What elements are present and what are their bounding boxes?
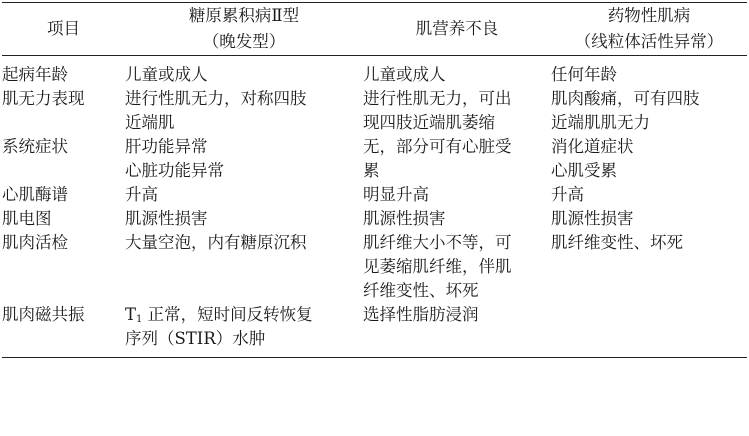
cell-drug — [551, 303, 747, 358]
cell-gsd2: 儿童或成人 — [125, 65, 208, 84]
row-label: 肌电图 — [2, 209, 52, 228]
row-label: 肌肉活检 — [2, 233, 68, 252]
header-drug-title: 药物性肌病 — [607, 6, 691, 25]
table-row — [2, 207, 747, 231]
cell-gsd2: 大量空泡，内有糖原沉积 — [125, 233, 307, 252]
cell-drug: 消化道症状 心肌受累 — [551, 137, 634, 180]
comparison-table — [2, 2, 747, 358]
row-label: 心肌酶谱 — [2, 185, 68, 204]
cell-drug: 肌源性损害 — [551, 209, 634, 228]
cell-drug: 肌肉酸痛，可有四肢 近端肌肌无力 — [551, 89, 700, 132]
cell-dystrophy: 儿童或成人 — [363, 65, 446, 84]
table-row — [2, 87, 747, 135]
table-row — [2, 231, 747, 303]
table-row — [2, 183, 747, 207]
table-header — [2, 3, 747, 56]
cell-drug: 任何年龄 — [551, 65, 617, 84]
cell-dystrophy: 选择性脂肪浸润 — [363, 305, 479, 324]
row-label: 系统症状 — [2, 137, 68, 156]
cell-dystrophy: 肌纤维大小不等，可 见萎缩肌纤维，伴肌 纤维变性、坏死 — [363, 233, 512, 300]
cell-gsd2: 升高 — [125, 185, 158, 204]
header-drug-myopathy — [551, 3, 747, 56]
table-row — [2, 56, 747, 88]
cell-gsd2: $T_1$ 正常，短时间反转恢复 序列（STIR）水肿 — [125, 305, 313, 348]
cell-dystrophy: 肌源性损害 — [363, 209, 446, 228]
header-gsd2-subtitle: （晚发型） — [202, 32, 286, 51]
header-item: 项目 — [47, 19, 80, 38]
table-row — [2, 135, 747, 183]
cell-dystrophy: 无，部分可有心脏受 累 — [363, 137, 512, 180]
cell-gsd2: 肌源性损害 — [125, 209, 208, 228]
cell-dystrophy: 进行性肌无力，可出 现四肢近端肌萎缩 — [363, 89, 512, 132]
cell-drug: 升高 — [551, 185, 584, 204]
header-gsd2 — [125, 3, 363, 56]
header-row — [2, 3, 747, 56]
table-body — [2, 56, 747, 358]
row-label: 起病年龄 — [2, 65, 68, 84]
header-gsd2-title: 糖原累积病Ⅱ型 — [188, 6, 300, 25]
row-label: 肌无力表现 — [2, 89, 85, 108]
cell-gsd2: 肝功能异常 心脏功能异常 — [125, 137, 224, 180]
header-dystrophy: 肌营养不良 — [415, 19, 499, 38]
cell-dystrophy: 明显升高 — [363, 185, 429, 204]
cell-drug: 肌纤维变性、坏死 — [551, 233, 683, 252]
row-label: 肌肉磁共振 — [2, 305, 85, 324]
header-drug-subtitle: （线粒体活性异常） — [574, 32, 724, 51]
table-row — [2, 303, 747, 358]
cell-gsd2: 进行性肌无力，对称四肢 近端肌 — [125, 89, 307, 132]
